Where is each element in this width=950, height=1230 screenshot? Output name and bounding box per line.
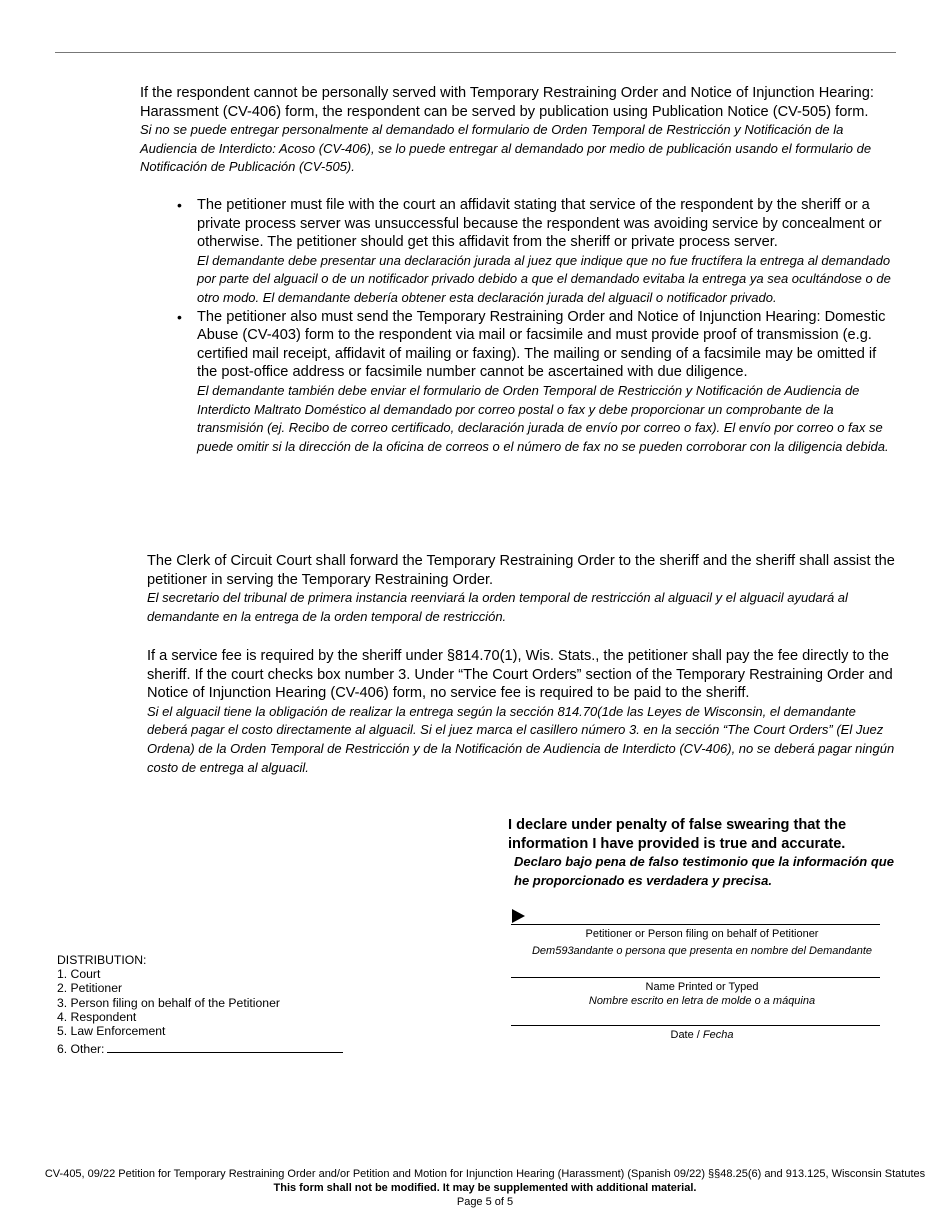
publication-service-section [140,84,900,177]
publication-service-text-en: If the respondent cannot be personally served with Temporary Restraining Order and Notice of Injunction Hearing: Harassment (CV-406) form, the respondent can be served by publication using Publication Notice (CV-505) form. [140,85,874,120]
list-item: 3. Person filing on behalf of the Petitioner [57,995,280,1010]
list-item [177,308,897,457]
distribution-other-field[interactable] [107,1041,343,1053]
affidavit-requirement-en: • The petitioner must file with the court an affidavit stating that service of the respondent by the sheriff or a private process server was unsuccessful because the respondent was avoiding service by concealment or otherwise. The petitioner should get this affidavit from the sheriff or private process server. [197,197,882,251]
date-label-es: Fecha [702,1029,734,1041]
list-item: 5. Law Enforcement [57,1024,166,1039]
petitioner-signature-field[interactable] [511,924,880,925]
clerk-forward-section [147,552,897,626]
list-item: 2. Petitioner [57,981,123,996]
clerk-forward-text-en: The Clerk of Circuit Court shall forward the Temporary Restraining Order to the sheriff and the sheriff shall assist the petitioner in serving the Temporary Restraining Order. [147,553,895,588]
distribution-other-row [57,1041,343,1056]
form-identifier: CV-405, 09/22 Petition for Temporary Restraining Order and/or Petition and Motion for Injunction Hearing (Harassment) (Spanish 09/22) §§48.25(6) and 913.125, Wisconsin Statutes [44,1168,926,1180]
signature-arrow-icon [512,909,525,923]
petitioner-label-en: Petitioner or Person filing on behalf of Petitioner [585,928,819,940]
publication-requirements-list [177,196,897,456]
name-label-es: Nombre escrito en letra de molde o a máquina [588,995,816,1007]
mailing-requirement-en: • The petitioner also must send the Temporary Restraining Order and Notice of Injunction Hearing: Domestic Abuse (CV-403) form to the respondent via mail or facsimile and must provide proof of transmission (e.g. certified mail receipt, affidavit of mailing or faxing). The mailing or sending of a facsimile may be omitted if the post-office address or facsimile number cannot be ascertained with due diligence. [197,308,886,381]
petitioner-label-es: Dem593andante o persona que presenta en nombre del Demandante [531,945,873,957]
page-number: Page 5 of 5 [456,1196,514,1208]
declaration-text-en: I declare under penalty of false swearing that the information I have provided is true and accurate. [508,817,847,852]
declaration [508,816,908,890]
mailing-requirement-es: El demandante también debe enviar el formulario de Orden Temporal de Restricción y Notificación de Audiencia de Interdicto Maltrato Doméstico al demandado por correo postal o fax y debe proporcionar un comprobante de la transmisión (ej. Recibo de correo certificado, declaración jurada de envío por correo o fax). El envío por correo o fax se puede omitir si la dirección de la oficina de correos o el número de fax no se pueden corroborar con la diligencia debida. [197,382,889,454]
top-rule [55,52,896,53]
list-item: 1. Court [57,967,101,982]
service-fee-text-en: If a service fee is required by the sheriff under §814.70(1), Wis. Stats., the petitioner shall pay the fee directly to the sheriff. If the court checks box number 3. Under “The Court Orders” section of the Temporary Restraining Order and Notice of Injunction Hearing (CV-406) form, no service fee is required to be paid to the sheriff. [147,648,893,702]
affidavit-requirement-es: El demandante debe presentar una declaración jurada al juez que indique que no fue fructífera la entrega al demandado por parte del alguacil o de un notificador privado debido a que el demandado evitaba la entrega ya sea ocultándose o de otro modo. El demandante debería obtener esta declaración jurada del alguacil o notificador privado. [197,252,891,305]
list-item: 4. Respondent [57,1009,137,1024]
service-fee-text-es: Si el alguacil tiene la obligación de realizar la entrega según la sección 814.70(1de las Leyes de Wisconsin, el demandante deberá pagar el costo directamente al alguacil. Si el juez marca el casillero número 3. en la sección “The Court Orders” (El Juez Ordena) de la Orden Temporal de Restricción y de la Notificación de Audiencia de Interdicto (CV-406), no se deberá pagar ningún costo de entrega al alguacil. [147,703,895,775]
list-item [177,196,897,308]
name-printed-field[interactable] [511,977,880,978]
name-label-en: Name Printed or Typed [645,981,759,993]
name-printed-label [511,980,893,1008]
distribution-list [57,953,343,1056]
service-fee-section [147,647,897,777]
date-field[interactable] [511,1025,880,1026]
publication-service-text-es: Si no se puede entregar personalmente al demandado el formulario de Orden Temporal de Restricción y Notificación de la Audiencia de Interdicto: Acoso (CV-406), se lo puede entregar al demandado por medio de publicación usando el formulario de Notificación de Publicación (CV-505). [140,122,872,175]
declaration-text-es: Declaro bajo pena de falso testimonio que la información que he proporcionado es verdadera y precisa. [514,854,894,888]
page-footer [0,1167,950,1209]
date-label-en: Date / [670,1029,703,1041]
modification-notice: This form shall not be modified. It may be supplemented with additional material. [273,1182,697,1194]
clerk-forward-text-es: El secretario del tribunal de primera instancia reenviará la orden temporal de restricción al alguacil y el alguacil ayudará al demandante en la entrega de la orden temporal de restricción. [147,590,848,624]
distribution-title: DISTRIBUTION: [57,953,147,967]
date-label [511,1028,893,1042]
petitioner-signature-label [511,927,893,958]
distribution-other-label: 6. Other: [57,1042,105,1057]
